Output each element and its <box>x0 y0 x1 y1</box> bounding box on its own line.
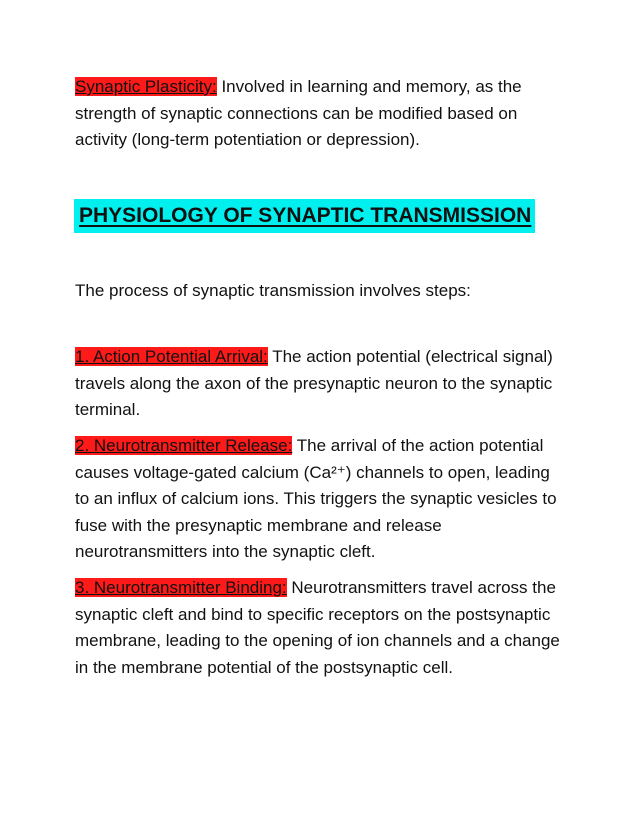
step-1-text: The action potential (electrical signal) travels along the axon of the presynaptic neuron to the synaptic terminal. <box>75 347 553 419</box>
step-3-text: Neurotransmitters travel across the synaptic cleft and bind to specific receptors on the postsynaptic membrane, leading to the opening of ion channels and a change in the membrane potential of the postsynaptic cell. <box>75 578 560 677</box>
step-2-label: 2. Neurotransmitter Release: <box>75 436 293 455</box>
step-3-paragraph <box>75 575 565 681</box>
plasticity-text: Involved in learning and memory, as the strength of synaptic connections can be modified based on activity (long-term potentiation or depression). <box>75 77 522 149</box>
step-2-text: The arrival of the action potential causes voltage-gated calcium (Ca²⁺) channels to open, leading to an influx of calcium ions. This triggers the synaptic vesicles to fuse with the presynaptic membrane and release neurotransmitters into the synaptic cleft. <box>75 436 557 561</box>
step-1-label: 1. Action Potential Arrival: <box>75 347 268 366</box>
step-3-label: 3. Neurotransmitter Binding: <box>75 578 287 597</box>
section-heading: PHYSIOLOGY OF SYNAPTIC TRANSMISSION <box>74 199 535 233</box>
step-1-paragraph <box>75 344 565 424</box>
plasticity-paragraph <box>75 74 565 154</box>
step-2-paragraph <box>75 433 565 566</box>
intro-paragraph: The process of synaptic transmission involves steps: <box>75 281 471 300</box>
plasticity-label: Synaptic Plasticity: <box>75 77 217 96</box>
